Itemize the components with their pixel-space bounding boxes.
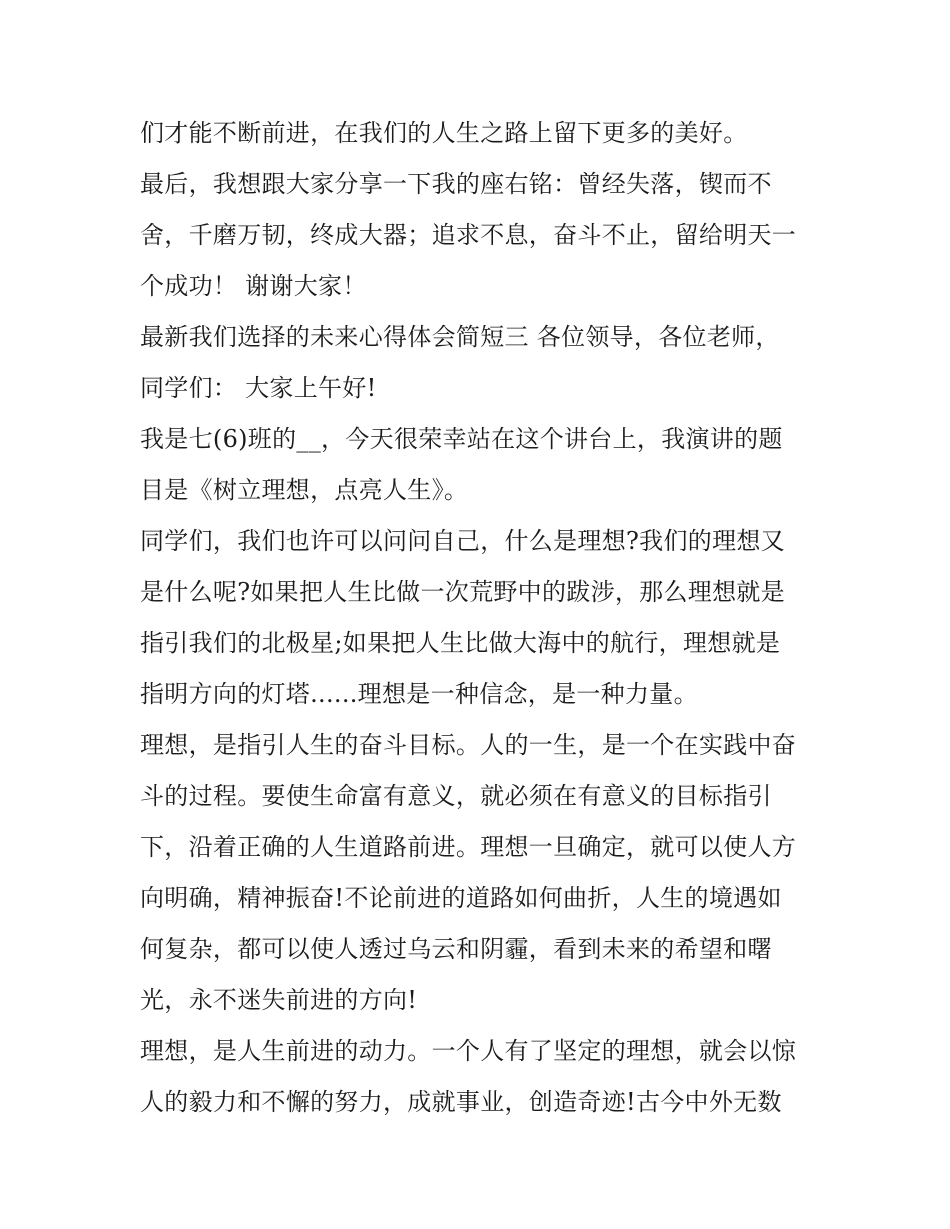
text-line: 舍，千磨万韧，终成大器；追求不息，奋斗不止，留给明天一 [140,221,797,249]
text-line: 我是七(6)班的__，今天很荣幸站在这个讲台上，我演讲的题 [140,425,783,453]
text-line: 们才能不断前进，在我们的人生之路上留下更多的美好。 [140,119,748,147]
text-line: 同学们，我们也许可以问问自己，什么是理想?我们的理想又 [140,527,785,555]
text-line: 最新我们选择的未来心得体会简短三 各位领导，各位老师， [140,323,780,351]
text-line: 目是《树立理想，点亮人生》。 [140,476,469,504]
text-line: 理想，是人生前进的动力。一个人有了坚定的理想，就会以惊 [140,1037,797,1065]
text-line: 光，永不迷失前进的方向! [140,986,418,1014]
document-body [140,108,820,1128]
text-line: 理想，是指引人生的奋斗目标。人的一生，是一个在实践中奋 [140,731,797,759]
text-line: 指明方向的灯塔......理想是一种信念，是一种力量。 [140,680,698,708]
text-line: 向明确，精神振奋!不论前进的道路如何曲折，人生的境遇如 [140,884,782,912]
text-line: 是什么呢?如果把人生比做一次荒野中的跋涉，那么理想就是 [140,578,785,606]
text-line: 下，沿着正确的人生道路前进。理想一旦确定，就可以使人方 [140,833,797,861]
text-line: 指引我们的北极星;如果把人生比做大海中的航行，理想就是 [140,629,781,657]
text-line: 同学们： 大家上午好! [140,374,377,402]
text-line: 人的毅力和不懈的努力，成就事业，创造奇迹!古今中外无数 [140,1088,782,1116]
text-line: 个成功！ 谢谢大家！ [140,272,367,300]
text-line: 何复杂，都可以使人透过乌云和阴霾，看到未来的希望和曙 [140,935,772,963]
text-line: 最后，我想跟大家分享一下我的座右铭：曾经失落，锲而不 [140,170,772,198]
text-line: 斗的过程。要使生命富有意义，就必须在有意义的目标指引 [140,782,772,810]
